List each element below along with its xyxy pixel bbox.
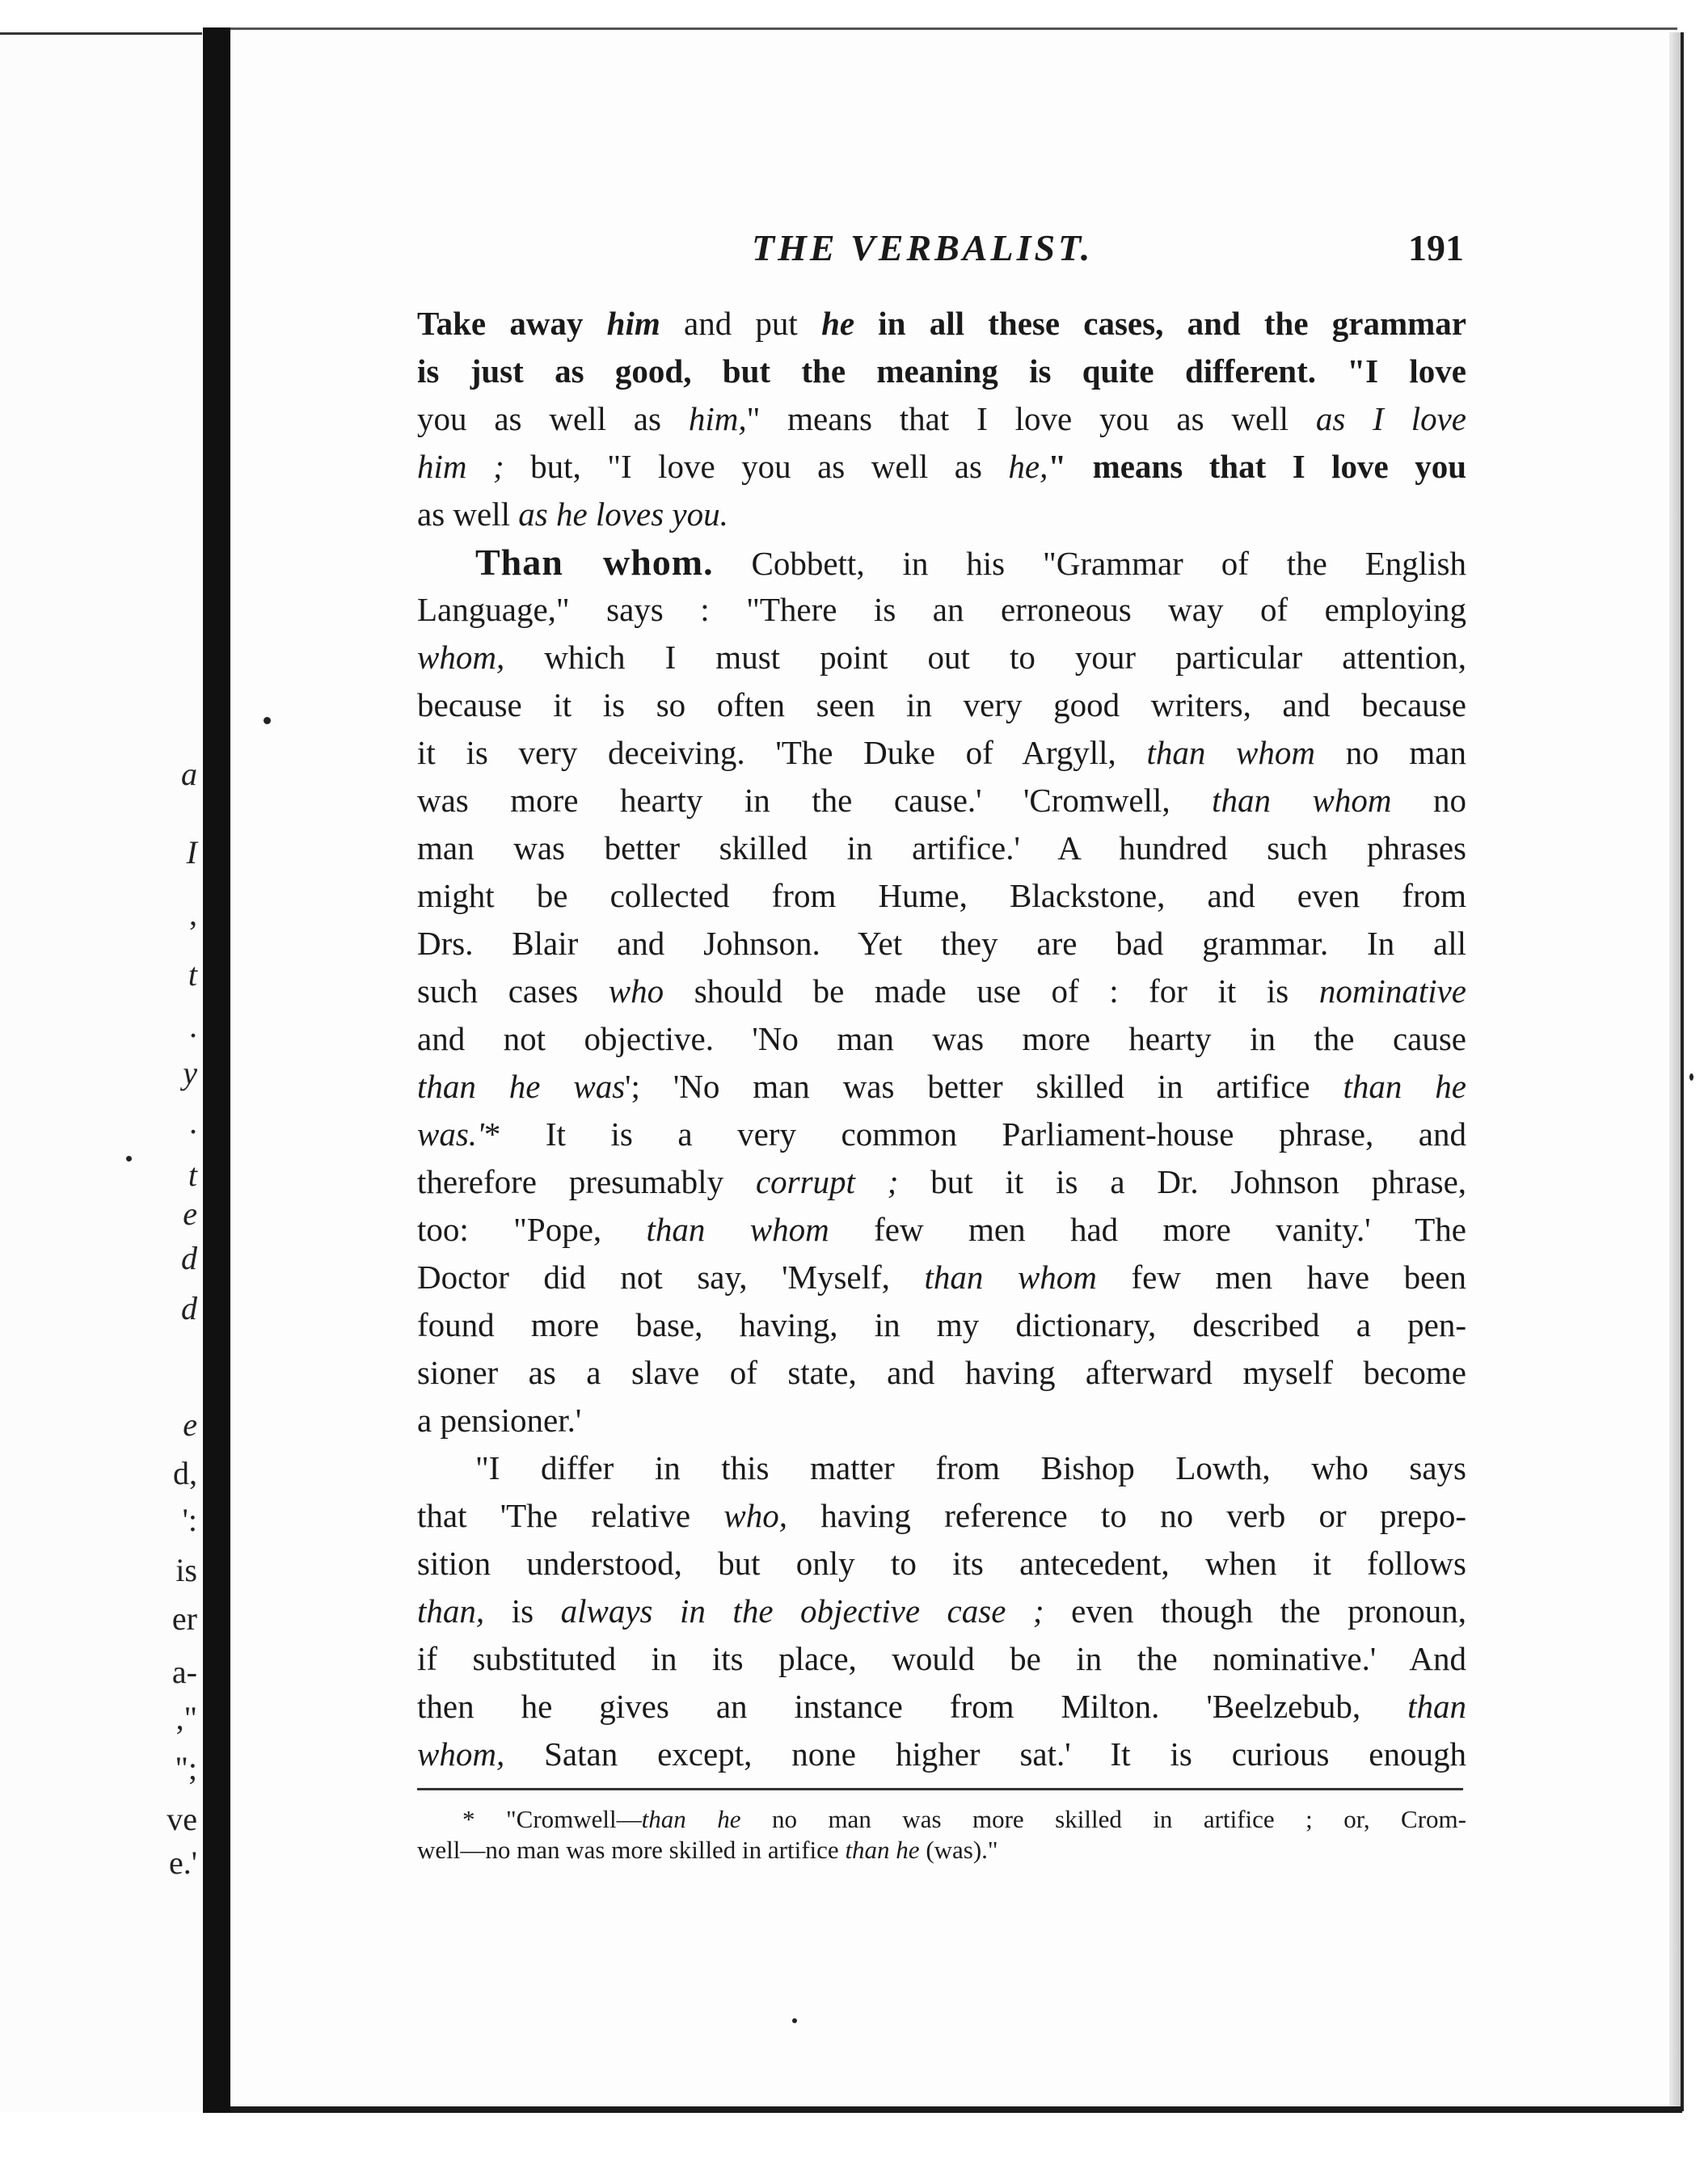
facing-page-fragment: d, — [173, 1455, 197, 1491]
text-run: because it is so often seen in very good writers, and because — [417, 686, 1466, 723]
text-run: few men have been — [1096, 1259, 1466, 1296]
text-line — [417, 634, 1466, 681]
text-run: Drs. Blair and Johnson. Yet they are bad grammar. In all — [417, 925, 1466, 962]
facing-page-fragment: e — [183, 1406, 197, 1443]
italic-run: was.' — [417, 1115, 484, 1153]
book-gutter — [203, 27, 230, 2113]
facing-page-fragment: I — [186, 834, 197, 871]
facing-page-fragment: e — [183, 1195, 197, 1232]
facing-page-fragment: ': — [182, 1502, 197, 1538]
text-line — [417, 777, 1466, 824]
text-run: Doctor did not say, 'Myself, — [417, 1259, 925, 1296]
facing-page-fragment: . — [189, 1104, 197, 1140]
italic-run: him ; — [417, 448, 504, 485]
text-run: in all these cases, and the grammar — [854, 305, 1466, 342]
text-run: if substituted in its place, would be in the nominative.' And — [417, 1640, 1466, 1677]
text-run: and put — [660, 305, 822, 342]
facing-page-fragment: a- — [171, 1654, 197, 1690]
text-line — [417, 1301, 1466, 1349]
text-run: " means that I love you — [1048, 448, 1467, 485]
text-run: is — [484, 1592, 561, 1630]
facing-page-fragment: y — [183, 1055, 197, 1091]
italic-run: he, — [1008, 448, 1048, 485]
text-run: as well — [417, 495, 519, 533]
text-run: is just as good, but the meaning is quite different. "I love — [417, 352, 1466, 390]
text-line — [417, 681, 1466, 729]
text-line — [417, 1635, 1466, 1683]
italic-run: as I love — [1315, 400, 1466, 437]
italic-run: than he — [1343, 1068, 1466, 1105]
text-run: therefore presumably — [417, 1163, 756, 1200]
footnote-rule — [417, 1788, 1463, 1790]
facing-page-fragment: t — [188, 1157, 197, 1193]
text-run: (was)." — [919, 1836, 998, 1864]
running-head: THE VERBALIST. — [752, 227, 1094, 268]
text-line — [417, 1063, 1466, 1111]
body-text — [417, 300, 1466, 1778]
text-run: you as well as — [417, 400, 689, 437]
text-run: even though the pronoun, — [1044, 1592, 1467, 1630]
footnote-line — [417, 1804, 1466, 1835]
text-run: having reference to no verb or prepo- — [787, 1497, 1466, 1534]
section-heading: Than whom. — [475, 542, 714, 583]
italic-run: always in the objective case ; — [560, 1592, 1044, 1630]
text-line — [417, 824, 1466, 872]
italic-run: who — [608, 972, 664, 1010]
italic-run: than he — [845, 1836, 920, 1864]
section-heading-line — [417, 538, 1466, 586]
text-run: few men had more vanity.' The — [829, 1211, 1466, 1248]
facing-page-fragment: . — [189, 1008, 197, 1044]
text-line — [417, 395, 1466, 443]
text-line — [417, 1397, 1466, 1444]
italic-run: he — [821, 305, 855, 342]
text-run: Take away — [417, 305, 607, 342]
text-run: was more hearty in the cause.' 'Cromwell, — [417, 782, 1213, 819]
footnote — [417, 1804, 1466, 1866]
text-line — [417, 968, 1466, 1015]
text-line — [417, 1111, 1466, 1158]
text-run: Language," says : "There is an erroneous way of employing — [417, 591, 1466, 628]
text-line — [417, 1015, 1466, 1063]
italic-run: than, — [417, 1592, 485, 1630]
italic-run: him — [606, 305, 660, 342]
facing-page-fragment: a — [181, 756, 197, 792]
facing-page-edge — [0, 32, 202, 2112]
text-line — [417, 1206, 1466, 1254]
text-run: man was better skilled in artifice.' A hundred such phrases — [417, 829, 1466, 866]
italic-run: whom, — [417, 639, 505, 676]
text-run: then he gives an instance from Milton. 'Beelzebub, — [417, 1688, 1408, 1725]
text-line — [417, 1731, 1466, 1778]
text-line — [417, 491, 1466, 538]
italic-run: him, — [688, 400, 747, 437]
text-line — [417, 1492, 1466, 1540]
text-line — [417, 300, 1466, 348]
text-run: no man was more skilled in artifice ; or, Crom- — [740, 1805, 1466, 1833]
print-speck — [792, 2018, 797, 2023]
italic-run: than he was — [417, 1068, 626, 1105]
text-run: a pensioner.' — [417, 1402, 582, 1439]
page-edge — [1669, 32, 1684, 2111]
text-run: no man — [1315, 734, 1466, 771]
text-run: sition understood, but only to its antecedent, when it follows — [417, 1545, 1466, 1582]
text-run: * It is a very common Parliament-house phrase, and — [483, 1115, 1466, 1153]
text-run: * "Cromwell— — [462, 1805, 642, 1833]
italic-run: than whom — [1146, 734, 1316, 771]
text-line — [417, 920, 1466, 968]
text-line — [417, 586, 1466, 634]
print-speck — [126, 1156, 132, 1162]
text-run: might be collected from Hume, Blackstone, and even from — [417, 877, 1466, 914]
text-run: "I differ in this matter from Bishop Lowth, who says — [475, 1449, 1466, 1486]
print-speck — [1689, 1073, 1693, 1081]
facing-page-fragment: ," — [175, 1700, 197, 1736]
italic-run: as he loves you. — [518, 495, 728, 533]
text-line — [417, 1158, 1466, 1206]
facing-page-fragment: t — [188, 956, 197, 993]
italic-run: than whom — [924, 1259, 1097, 1296]
text-run: well—no man was more skilled in artifice — [417, 1836, 846, 1864]
text-line — [417, 1540, 1466, 1587]
italic-run: corrupt ; — [755, 1163, 899, 1200]
italic-run: than — [1407, 1688, 1466, 1725]
text-run: such cases — [417, 972, 609, 1010]
text-line — [417, 348, 1466, 395]
text-run: no — [1391, 782, 1466, 819]
text-run: '; 'No man was better skilled in artifice — [625, 1068, 1343, 1105]
text-run: should be made use of : for it is — [664, 972, 1319, 1010]
page-number: 191 — [1408, 227, 1464, 268]
facing-page-fragment: er — [171, 1600, 197, 1637]
facing-page-fragment: , — [189, 896, 197, 932]
text-run: Satan except, none higher sat.' It is curious enough — [504, 1735, 1466, 1773]
text-line — [417, 1683, 1466, 1731]
text-run: which I must point out to your particular attention, — [504, 639, 1466, 676]
page-bottom-shadow — [230, 2106, 1682, 2113]
italic-run: than he — [641, 1805, 741, 1833]
italic-run: whom, — [417, 1735, 505, 1773]
text-run: Cobbett, in his "Grammar of the English — [713, 545, 1466, 582]
italic-run: who, — [723, 1497, 788, 1534]
text-line — [417, 1349, 1466, 1397]
text-line — [417, 1254, 1466, 1301]
text-run: " means that I love you as well — [746, 400, 1316, 437]
text-run: that 'The relative — [417, 1497, 724, 1534]
text-run: and not objective. 'No man was more hearty in the cause — [417, 1020, 1466, 1057]
facing-page-fragment: "; — [175, 1750, 197, 1786]
text-line — [417, 1587, 1466, 1635]
facing-page-fragment: is — [175, 1552, 197, 1588]
facing-page-fragment: d — [181, 1240, 197, 1276]
facing-page-fragment: ve — [167, 1801, 197, 1837]
text-run: but it is a Dr. Johnson phrase, — [898, 1163, 1467, 1200]
facing-page-fragment: d — [181, 1290, 197, 1326]
italic-run: nominative — [1318, 972, 1466, 1010]
facing-page-fragment: e.' — [169, 1845, 197, 1881]
text-line — [417, 443, 1466, 491]
text-line — [417, 1444, 1466, 1492]
text-run: but, "I love you as well as — [504, 448, 1009, 485]
text-line — [417, 729, 1466, 777]
italic-run: than whom — [1212, 782, 1392, 819]
text-run: found more base, having, in my dictionary, described a pen- — [417, 1306, 1466, 1343]
text-run: sioner as a slave of state, and having afterward myself become — [417, 1354, 1466, 1391]
print-speck — [264, 717, 271, 724]
footnote-line — [417, 1835, 1466, 1866]
italic-run: than whom — [646, 1211, 829, 1248]
text-run: too: "Pope, — [417, 1211, 647, 1248]
text-line — [417, 872, 1466, 920]
text-run: it is very deceiving. 'The Duke of Argyll, — [417, 734, 1147, 771]
